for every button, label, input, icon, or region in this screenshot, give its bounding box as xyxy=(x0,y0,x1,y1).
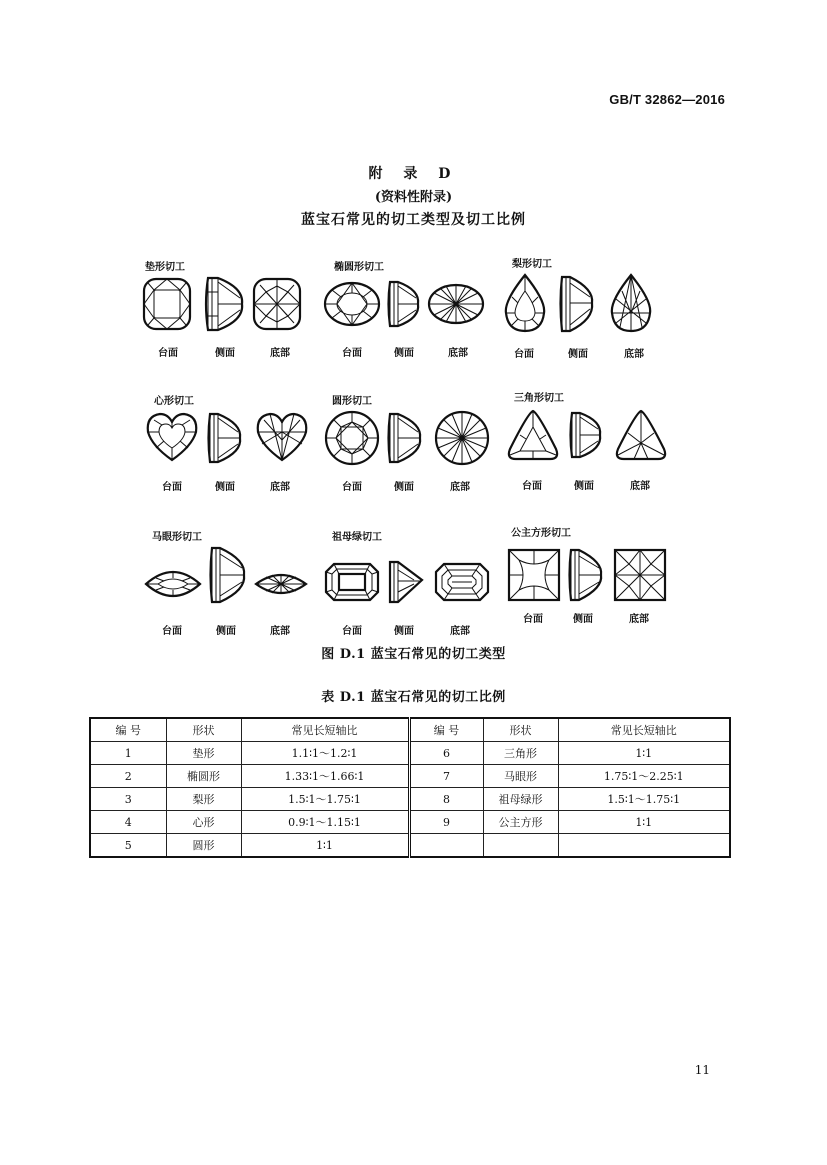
cell-ratio: 1.33∶1～1.66∶1 xyxy=(241,765,409,788)
emerald-bottom-view-icon xyxy=(432,544,492,604)
view-label-top: 台面 xyxy=(514,349,534,360)
view-label-side: 侧面 xyxy=(216,626,236,637)
view-label-top: 台面 xyxy=(523,614,543,625)
cut-group-title: 圆形切工 xyxy=(332,396,372,407)
cut-group-title: 马眼形切工 xyxy=(152,532,202,543)
heart-bottom-view-icon xyxy=(254,408,310,464)
table-row xyxy=(90,811,730,834)
view-label-side: 侧面 xyxy=(574,481,594,492)
view-label-bottom: 底部 xyxy=(450,626,470,637)
view-label-bottom: 底部 xyxy=(450,482,470,493)
view-label-side: 侧面 xyxy=(394,348,414,359)
view-label-side: 侧面 xyxy=(215,482,235,493)
cut-ratio-table xyxy=(89,717,731,858)
round-bottom-view-icon xyxy=(432,408,492,468)
cut-group-title: 祖母绿切工 xyxy=(332,532,382,543)
page-number: 11 xyxy=(694,1063,710,1077)
cushion-side-view-icon xyxy=(200,274,250,334)
cell-ratio: 1.75∶1～2.25∶1 xyxy=(558,765,730,788)
emerald-side-view-icon xyxy=(384,544,428,606)
table-header-row xyxy=(90,718,730,742)
annex-type: (资料性附录) xyxy=(374,190,453,205)
cell-ratio: 1∶1 xyxy=(241,834,409,858)
cell-shape: 三角形 xyxy=(483,742,558,765)
cell-ratio: 1.1∶1～1.2∶1 xyxy=(241,742,409,765)
cell-shape: 祖母绿形 xyxy=(483,788,558,811)
pear-bottom-view-icon xyxy=(606,271,656,335)
cell-no: 8 xyxy=(409,788,483,811)
view-label-bottom: 底部 xyxy=(270,348,290,359)
marquise-top-view-icon xyxy=(142,544,204,604)
view-label-top: 台面 xyxy=(342,482,362,493)
cell-shape: 马眼形 xyxy=(483,765,558,788)
cell-shape: 垫形 xyxy=(166,742,241,765)
cell-ratio xyxy=(558,834,730,858)
cell-no: 1 xyxy=(90,742,166,765)
header-ratio: 常见长短轴比 xyxy=(558,718,730,742)
cell-ratio: 1.5∶1～1.75∶1 xyxy=(558,788,730,811)
cell-no: 2 xyxy=(90,765,166,788)
standard-code: GB/T 32862—2016 xyxy=(609,92,725,107)
view-label-bottom: 底部 xyxy=(270,482,290,493)
marquise-bottom-view-icon xyxy=(252,544,310,604)
cell-shape: 公主方形 xyxy=(483,811,558,834)
cell-no: 3 xyxy=(90,788,166,811)
cut-group-title: 心形切工 xyxy=(154,396,194,407)
round-side-view-icon xyxy=(384,408,426,468)
cell-no xyxy=(409,834,483,858)
triangle-side-view-icon xyxy=(566,405,606,465)
cut-group-title: 三角形切工 xyxy=(514,393,564,404)
table-row xyxy=(90,742,730,765)
figure-caption: 图 D.1 蓝宝石常见的切工类型 xyxy=(321,647,506,662)
table-row xyxy=(90,834,730,858)
cell-shape: 心形 xyxy=(166,811,241,834)
cell-no: 7 xyxy=(409,765,483,788)
annex-title: 附 录 D xyxy=(368,166,459,182)
cut-group-title: 垫形切工 xyxy=(145,262,185,273)
view-label-bottom: 底部 xyxy=(270,626,290,637)
view-label-side: 侧面 xyxy=(394,626,414,637)
table-row xyxy=(90,765,730,788)
view-label-top: 台面 xyxy=(162,482,182,493)
view-label-bottom: 底部 xyxy=(448,348,468,359)
triangle-top-view-icon xyxy=(504,405,562,465)
header-no: 编 号 xyxy=(90,718,166,742)
view-label-top: 台面 xyxy=(342,626,362,637)
view-label-side: 侧面 xyxy=(573,614,593,625)
header-shape: 形状 xyxy=(483,718,558,742)
cell-no: 5 xyxy=(90,834,166,858)
view-label-bottom: 底部 xyxy=(629,614,649,625)
table-caption: 表 D.1 蓝宝石常见的切工比例 xyxy=(321,690,506,705)
cut-group-title: 椭圆形切工 xyxy=(334,262,384,273)
view-label-top: 台面 xyxy=(522,481,542,492)
cell-shape: 圆形 xyxy=(166,834,241,858)
pear-top-view-icon xyxy=(500,271,550,335)
cell-ratio: 0.9∶1～1.15∶1 xyxy=(241,811,409,834)
cell-no: 9 xyxy=(409,811,483,834)
cell-no: 6 xyxy=(409,742,483,765)
cut-group-title: 公主方形切工 xyxy=(511,528,571,539)
emerald-top-view-icon xyxy=(322,544,382,604)
header-no: 编 号 xyxy=(409,718,483,742)
cut-group-title: 梨形切工 xyxy=(512,259,552,270)
header-ratio: 常见长短轴比 xyxy=(241,718,409,742)
heart-top-view-icon xyxy=(144,408,200,464)
oval-top-view-icon xyxy=(322,274,382,334)
cushion-bottom-view-icon xyxy=(250,274,306,334)
princess-bottom-view-icon xyxy=(611,540,669,604)
cell-ratio: 1∶1 xyxy=(558,742,730,765)
cell-ratio: 1.5∶1～1.75∶1 xyxy=(241,788,409,811)
round-top-view-icon xyxy=(322,408,382,468)
view-label-side: 侧面 xyxy=(215,348,235,359)
cell-no: 4 xyxy=(90,811,166,834)
cell-shape xyxy=(483,834,558,858)
marquise-side-view-icon xyxy=(206,544,250,606)
cell-shape: 椭圆形 xyxy=(166,765,241,788)
view-label-side: 侧面 xyxy=(568,349,588,360)
view-label-top: 台面 xyxy=(158,348,178,359)
princess-top-view-icon xyxy=(505,540,563,604)
cell-shape: 梨形 xyxy=(166,788,241,811)
view-label-bottom: 底部 xyxy=(630,481,650,492)
header-shape: 形状 xyxy=(166,718,241,742)
view-label-bottom: 底部 xyxy=(624,349,644,360)
cushion-top-view-icon xyxy=(140,274,196,334)
heart-side-view-icon xyxy=(204,408,246,468)
triangle-bottom-view-icon xyxy=(612,405,670,465)
view-label-top: 台面 xyxy=(162,626,182,637)
view-label-top: 台面 xyxy=(342,348,362,359)
oval-bottom-view-icon xyxy=(426,274,486,334)
table-row xyxy=(90,788,730,811)
princess-side-view-icon xyxy=(565,540,609,604)
view-label-side: 侧面 xyxy=(394,482,414,493)
oval-side-view-icon xyxy=(384,274,424,334)
annex-heading: 蓝宝石常见的切工类型及切工比例 xyxy=(301,212,526,228)
cell-ratio: 1∶1 xyxy=(558,811,730,834)
pear-side-view-icon xyxy=(556,271,600,335)
